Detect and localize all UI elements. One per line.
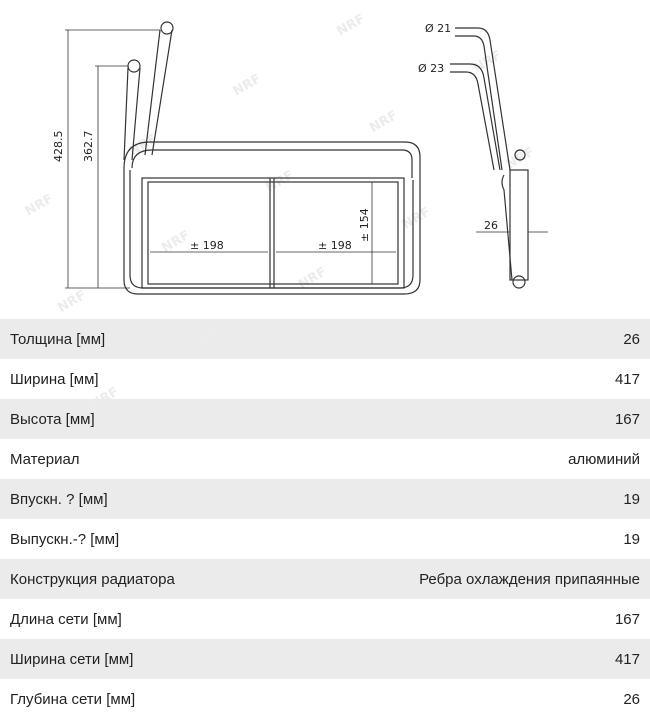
- dim-height-total: 428.5: [52, 130, 65, 162]
- spec-row: [0, 679, 650, 719]
- watermark-text: NRF: [22, 191, 56, 220]
- spec-value: 26: [623, 690, 640, 708]
- spec-value: 417: [614, 370, 640, 388]
- watermark-text: NRF: [295, 264, 330, 293]
- spec-label: Глубина сети [мм]: [10, 690, 136, 708]
- spec-label: Ширина [мм]: [10, 370, 99, 388]
- spec-label: Длина сети [мм]: [10, 610, 122, 628]
- spec-value: алюминий: [568, 450, 640, 468]
- dim-height-partial: 362.7: [82, 130, 95, 162]
- spec-value: Ребра охлаждения припаянные: [419, 570, 640, 588]
- watermark-text: NRF: [230, 71, 264, 100]
- watermark-text: NRF: [263, 168, 297, 196]
- watermark-text: NRF: [399, 204, 434, 233]
- watermark-text: NRF: [159, 228, 193, 256]
- dim-depth: 26: [484, 219, 498, 232]
- watermark-text: NRF: [55, 288, 89, 316]
- spec-label: Ширина сети [мм]: [10, 650, 134, 668]
- spec-row: [0, 519, 650, 559]
- spec-label: Выпускн.-? [мм]: [10, 530, 120, 548]
- watermark-text: NRF: [191, 324, 226, 353]
- spec-table: [0, 319, 650, 719]
- spec-value: 26: [623, 330, 640, 348]
- spec-row: [0, 559, 650, 599]
- watermark-text: NRF: [88, 384, 122, 413]
- dim-pipe-diam-2: Ø 23: [418, 62, 445, 75]
- spec-row: [0, 479, 650, 519]
- spec-label: Конструкция радиатора: [10, 570, 175, 588]
- spec-label: Впускн. ? [мм]: [10, 490, 108, 508]
- watermark-text: NRF: [471, 48, 505, 76]
- spec-row: [0, 639, 650, 679]
- dim-pipe-diam-1: Ø 21: [425, 22, 452, 35]
- watermark-text: NRF: [126, 131, 160, 160]
- spec-value: 167: [614, 610, 640, 628]
- spec-value: 167: [614, 410, 640, 428]
- spec-label: Высота [мм]: [10, 410, 95, 428]
- watermark-text: NRF: [503, 144, 538, 173]
- spec-value: 19: [623, 530, 640, 548]
- watermark-text: NRF: [334, 11, 368, 40]
- watermark-text: NRF: [367, 108, 401, 136]
- dim-width-right: ± 198: [318, 239, 352, 252]
- dim-width-left: ± 198: [190, 239, 224, 252]
- spec-row: [0, 319, 650, 359]
- spec-value: 417: [614, 650, 640, 668]
- spec-label: Материал: [10, 450, 80, 468]
- spec-row: [0, 439, 650, 479]
- spec-value: 19: [623, 490, 640, 508]
- spec-row: [0, 599, 650, 639]
- dim-core-height: ± 154: [358, 208, 371, 242]
- spec-label: Толщина [мм]: [10, 330, 106, 348]
